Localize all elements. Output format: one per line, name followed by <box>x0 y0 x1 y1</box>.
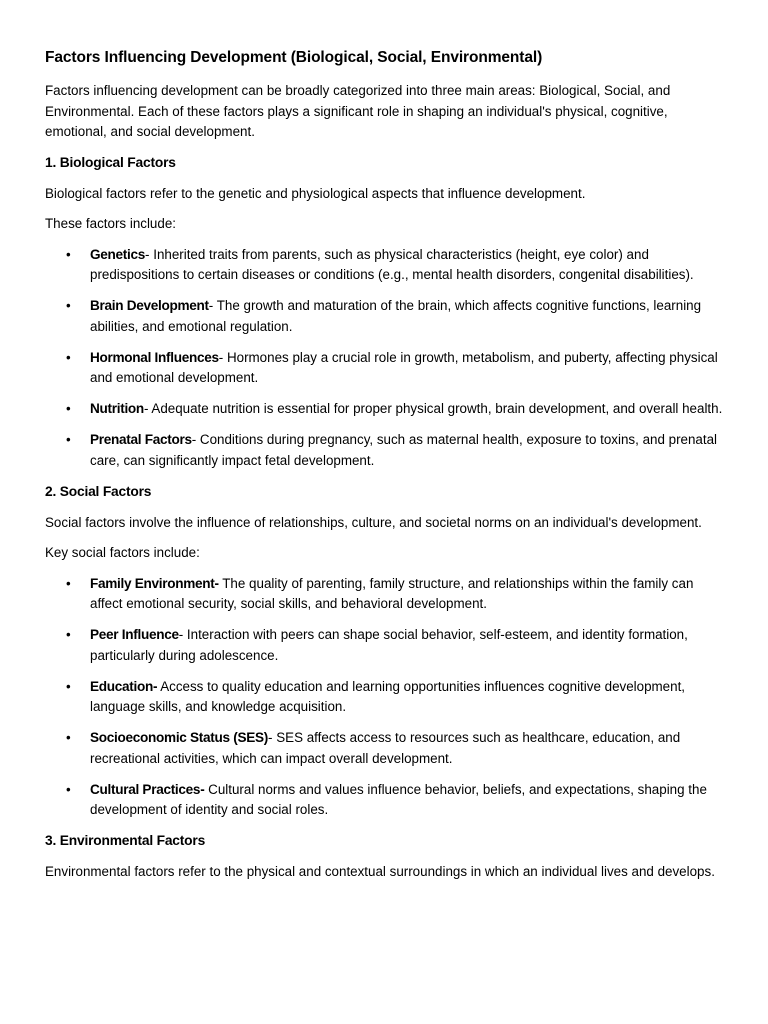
intro-paragraph: Factors influencing development can be broadly categorized into three main areas: Biological, Social, and Environmental. Each of these factors plays a significant role in shaping an individual's physical, cognitive, emotional, and social development. <box>45 83 671 139</box>
bullet-icon: • <box>66 432 71 447</box>
section-heading-biological: 1. Biological Factors <box>45 154 176 170</box>
list-item-separator: - <box>218 349 227 365</box>
bullet-icon: • <box>66 246 71 262</box>
document-page <box>45 48 725 893</box>
list-item <box>45 245 725 286</box>
list-item-text: SES affects access to resources such as healthcare, education, and recreational activities, which can impact overall development. <box>90 730 681 766</box>
list-item-term: Brain Development <box>90 298 209 313</box>
list-item-text: Interaction with peers can shape social behavior, self-esteem, and identity formation, particularly during adolescence. <box>90 627 688 663</box>
list-item-separator: - <box>178 627 187 642</box>
list-item-text: Adequate nutrition is essential for proper physical growth, brain development, and overall health. <box>151 401 723 416</box>
bullet-icon: • <box>66 298 71 313</box>
list-item <box>45 296 725 337</box>
section-heading-social: 2. Social Factors <box>45 483 152 499</box>
list-item-term: Nutrition <box>90 401 144 416</box>
list-item-text: Access to quality education and learning opportunities influences cognitive development, language skills, and knowledge acquisition. <box>90 678 686 714</box>
list-item-text: Inherited traits from parents, such as physical characteristics (height, eye color) and predispositions to certain diseases or conditions (e.g., mental health disorders, congenital disabilities). <box>90 246 694 282</box>
list-item-term: Genetics <box>90 246 146 262</box>
list-item <box>45 677 725 718</box>
list-item-separator: - <box>208 298 217 313</box>
list-item-term: Hormonal Influences <box>90 349 219 365</box>
bullet-icon: • <box>66 678 71 694</box>
list-item-text: The growth and maturation of the brain, which affects cognitive functions, learning abilities, and emotional regulation. <box>90 298 702 334</box>
bullet-icon: • <box>66 781 71 797</box>
list-item-text: Hormones play a crucial role in growth, metabolism, and puberty, affecting physical and emotional development. <box>90 349 718 385</box>
section-description-biological: Biological factors refer to the genetic and physiological aspects that influence development. <box>45 185 586 201</box>
list-item-separator: - <box>268 730 277 745</box>
list-item <box>45 625 725 666</box>
bullet-icon: • <box>66 349 71 365</box>
bullet-icon: • <box>66 730 71 745</box>
list-item-separator: - <box>145 246 154 262</box>
list-item <box>45 728 725 769</box>
list-item-term: Prenatal Factors <box>90 432 192 447</box>
list-item-term: Family Environment- <box>90 575 219 591</box>
list-item <box>45 348 725 389</box>
list-intro-social: Key social factors include: <box>45 545 200 560</box>
bullet-icon: • <box>66 575 71 591</box>
document-title: Factors Influencing Development (Biological, Social, Environmental) <box>45 49 543 66</box>
social-factors-list <box>45 574 725 821</box>
section-heading-environmental: 3. Environmental Factors <box>45 833 206 848</box>
biological-factors-list <box>45 245 725 472</box>
section-description-social: Social factors involve the influence of relationships, culture, and societal norms on an individual's development. <box>45 514 702 530</box>
list-item-term: Education- <box>90 678 158 694</box>
list-item-text: Cultural norms and values influence behavior, beliefs, and expectations, shaping the development of identity and social roles. <box>90 781 707 817</box>
list-item-separator: - <box>191 432 200 447</box>
list-item-term: Peer Influence <box>90 627 179 642</box>
list-item-text: Conditions during pregnancy, such as maternal health, exposure to toxins, and prenatal care, can significantly impact fetal development. <box>90 432 718 468</box>
list-item <box>45 399 725 420</box>
list-item <box>45 430 725 471</box>
bullet-icon: • <box>66 627 71 642</box>
list-item-term: Socioeconomic Status (SES) <box>90 730 269 745</box>
section-description-environmental: Environmental factors refer to the physical and contextual surroundings in which an individual lives and develops. <box>45 864 715 879</box>
list-item-text: The quality of parenting, family structure, and relationships within the family can affect emotional security, social skills, and behavioral development. <box>90 575 694 611</box>
bullet-icon: • <box>66 401 71 416</box>
list-intro-biological: These factors include: <box>45 216 176 231</box>
list-item-term: Cultural Practices- <box>90 781 205 797</box>
list-item <box>45 780 725 821</box>
list-item <box>45 574 725 615</box>
list-item-separator: - <box>143 401 152 416</box>
